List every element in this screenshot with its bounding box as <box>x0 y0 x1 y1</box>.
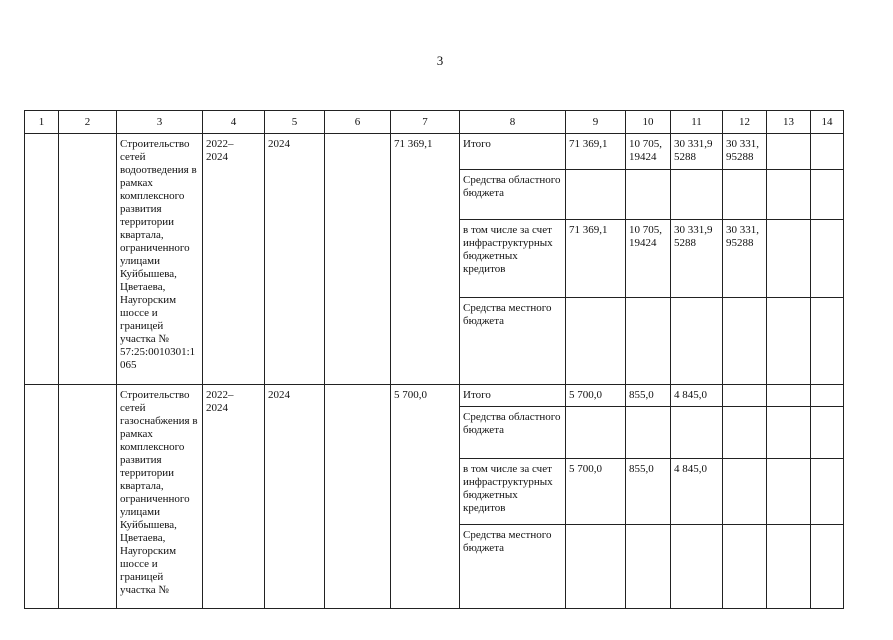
project-total: 5 700,0 <box>391 385 460 609</box>
budget-table <box>24 110 844 609</box>
cell-col9: 5 700,0 <box>566 385 626 407</box>
cell-col11: 30 331,9 5288 <box>671 220 723 298</box>
cell-col12: 30 331, 95288 <box>723 220 767 298</box>
header-cell: 9 <box>566 111 626 134</box>
header-cell: 10 <box>626 111 671 134</box>
project-period: 2022– 2024 <box>203 134 265 385</box>
header-cell: 2 <box>59 111 117 134</box>
cell-col13 <box>767 220 811 298</box>
cell-col12 <box>723 385 767 407</box>
cell-col11: 4 845,0 <box>671 459 723 525</box>
cell-col14 <box>811 385 844 407</box>
funding-label: Средства областного бюджета <box>460 407 566 459</box>
cell-col1 <box>25 134 59 385</box>
project-description: Строительство сетей водоотведения в рамках комплексного развития территории квартала, ограниченного улицами Куйбышева, Цветаева, Наугорским шоссе и границей участка № 57:25:0010301:1065 <box>117 134 203 385</box>
cell-col9 <box>566 407 626 459</box>
header-cell: 14 <box>811 111 844 134</box>
cell-col11 <box>671 170 723 220</box>
cell-col13 <box>767 525 811 609</box>
cell-col12 <box>723 170 767 220</box>
funding-label: в том числе за счет инфраструктурных бюджетных кредитов <box>460 459 566 525</box>
cell-col11: 4 845,0 <box>671 385 723 407</box>
funding-label: Средства местного бюджета <box>460 298 566 385</box>
table-row <box>25 385 844 407</box>
cell-col11: 30 331,9 5288 <box>671 134 723 170</box>
cell-col10 <box>626 298 671 385</box>
cell-col13 <box>767 170 811 220</box>
header-cell: 4 <box>203 111 265 134</box>
cell-col10: 10 705, 19424 <box>626 220 671 298</box>
cell-col12: 30 331, 95288 <box>723 134 767 170</box>
project-period: 2022– 2024 <box>203 385 265 609</box>
cell-col9: 71 369,1 <box>566 134 626 170</box>
header-cell: 3 <box>117 111 203 134</box>
header-cell: 1 <box>25 111 59 134</box>
cell-col12 <box>723 298 767 385</box>
header-cell: 8 <box>460 111 566 134</box>
cell-col6 <box>325 134 391 385</box>
project-total: 71 369,1 <box>391 134 460 385</box>
cell-col14 <box>811 459 844 525</box>
cell-col10: 10 705, 19424 <box>626 134 671 170</box>
funding-label: Средства областного бюджета <box>460 170 566 220</box>
cell-col13 <box>767 459 811 525</box>
cell-col14 <box>811 298 844 385</box>
header-cell: 6 <box>325 111 391 134</box>
cell-col2 <box>59 385 117 609</box>
cell-col14 <box>811 220 844 298</box>
funding-label: Средства местного бюджета <box>460 525 566 609</box>
funding-label: Итого <box>460 134 566 170</box>
page-number: 3 <box>436 53 444 68</box>
cell-col10 <box>626 525 671 609</box>
cell-col14 <box>811 525 844 609</box>
cell-col11 <box>671 407 723 459</box>
cell-col10: 855,0 <box>626 459 671 525</box>
cell-col1 <box>25 385 59 609</box>
cell-col13 <box>767 298 811 385</box>
cell-col14 <box>811 134 844 170</box>
header-cell: 12 <box>723 111 767 134</box>
cell-col9: 71 369,1 <box>566 220 626 298</box>
header-cell: 11 <box>671 111 723 134</box>
cell-col12 <box>723 407 767 459</box>
header-cell: 13 <box>767 111 811 134</box>
cell-col11 <box>671 525 723 609</box>
table-row <box>25 134 844 170</box>
cell-col10 <box>626 170 671 220</box>
cell-col10 <box>626 407 671 459</box>
cell-col14 <box>811 407 844 459</box>
project-description: Строительство сетей газоснабжения в рамках комплексного развития территории квартала, ограниченного улицами Куйбышева, Цветаева, Наугорским шоссе и границей участка № <box>117 385 203 609</box>
cell-col13 <box>767 407 811 459</box>
header-row <box>25 111 844 134</box>
header-cell: 5 <box>265 111 325 134</box>
funding-label: в том числе за счет инфраструктурных бюджетных кредитов <box>460 220 566 298</box>
cell-col2 <box>59 134 117 385</box>
cell-col12 <box>723 525 767 609</box>
cell-col13 <box>767 385 811 407</box>
cell-col9 <box>566 170 626 220</box>
project-year: 2024 <box>265 385 325 609</box>
funding-label: Итого <box>460 385 566 407</box>
cell-col12 <box>723 459 767 525</box>
cell-col14 <box>811 170 844 220</box>
cell-col13 <box>767 134 811 170</box>
cell-col9 <box>566 298 626 385</box>
cell-col9 <box>566 525 626 609</box>
cell-col9: 5 700,0 <box>566 459 626 525</box>
cell-col10: 855,0 <box>626 385 671 407</box>
cell-col11 <box>671 298 723 385</box>
header-cell: 7 <box>391 111 460 134</box>
cell-col6 <box>325 385 391 609</box>
project-year: 2024 <box>265 134 325 385</box>
